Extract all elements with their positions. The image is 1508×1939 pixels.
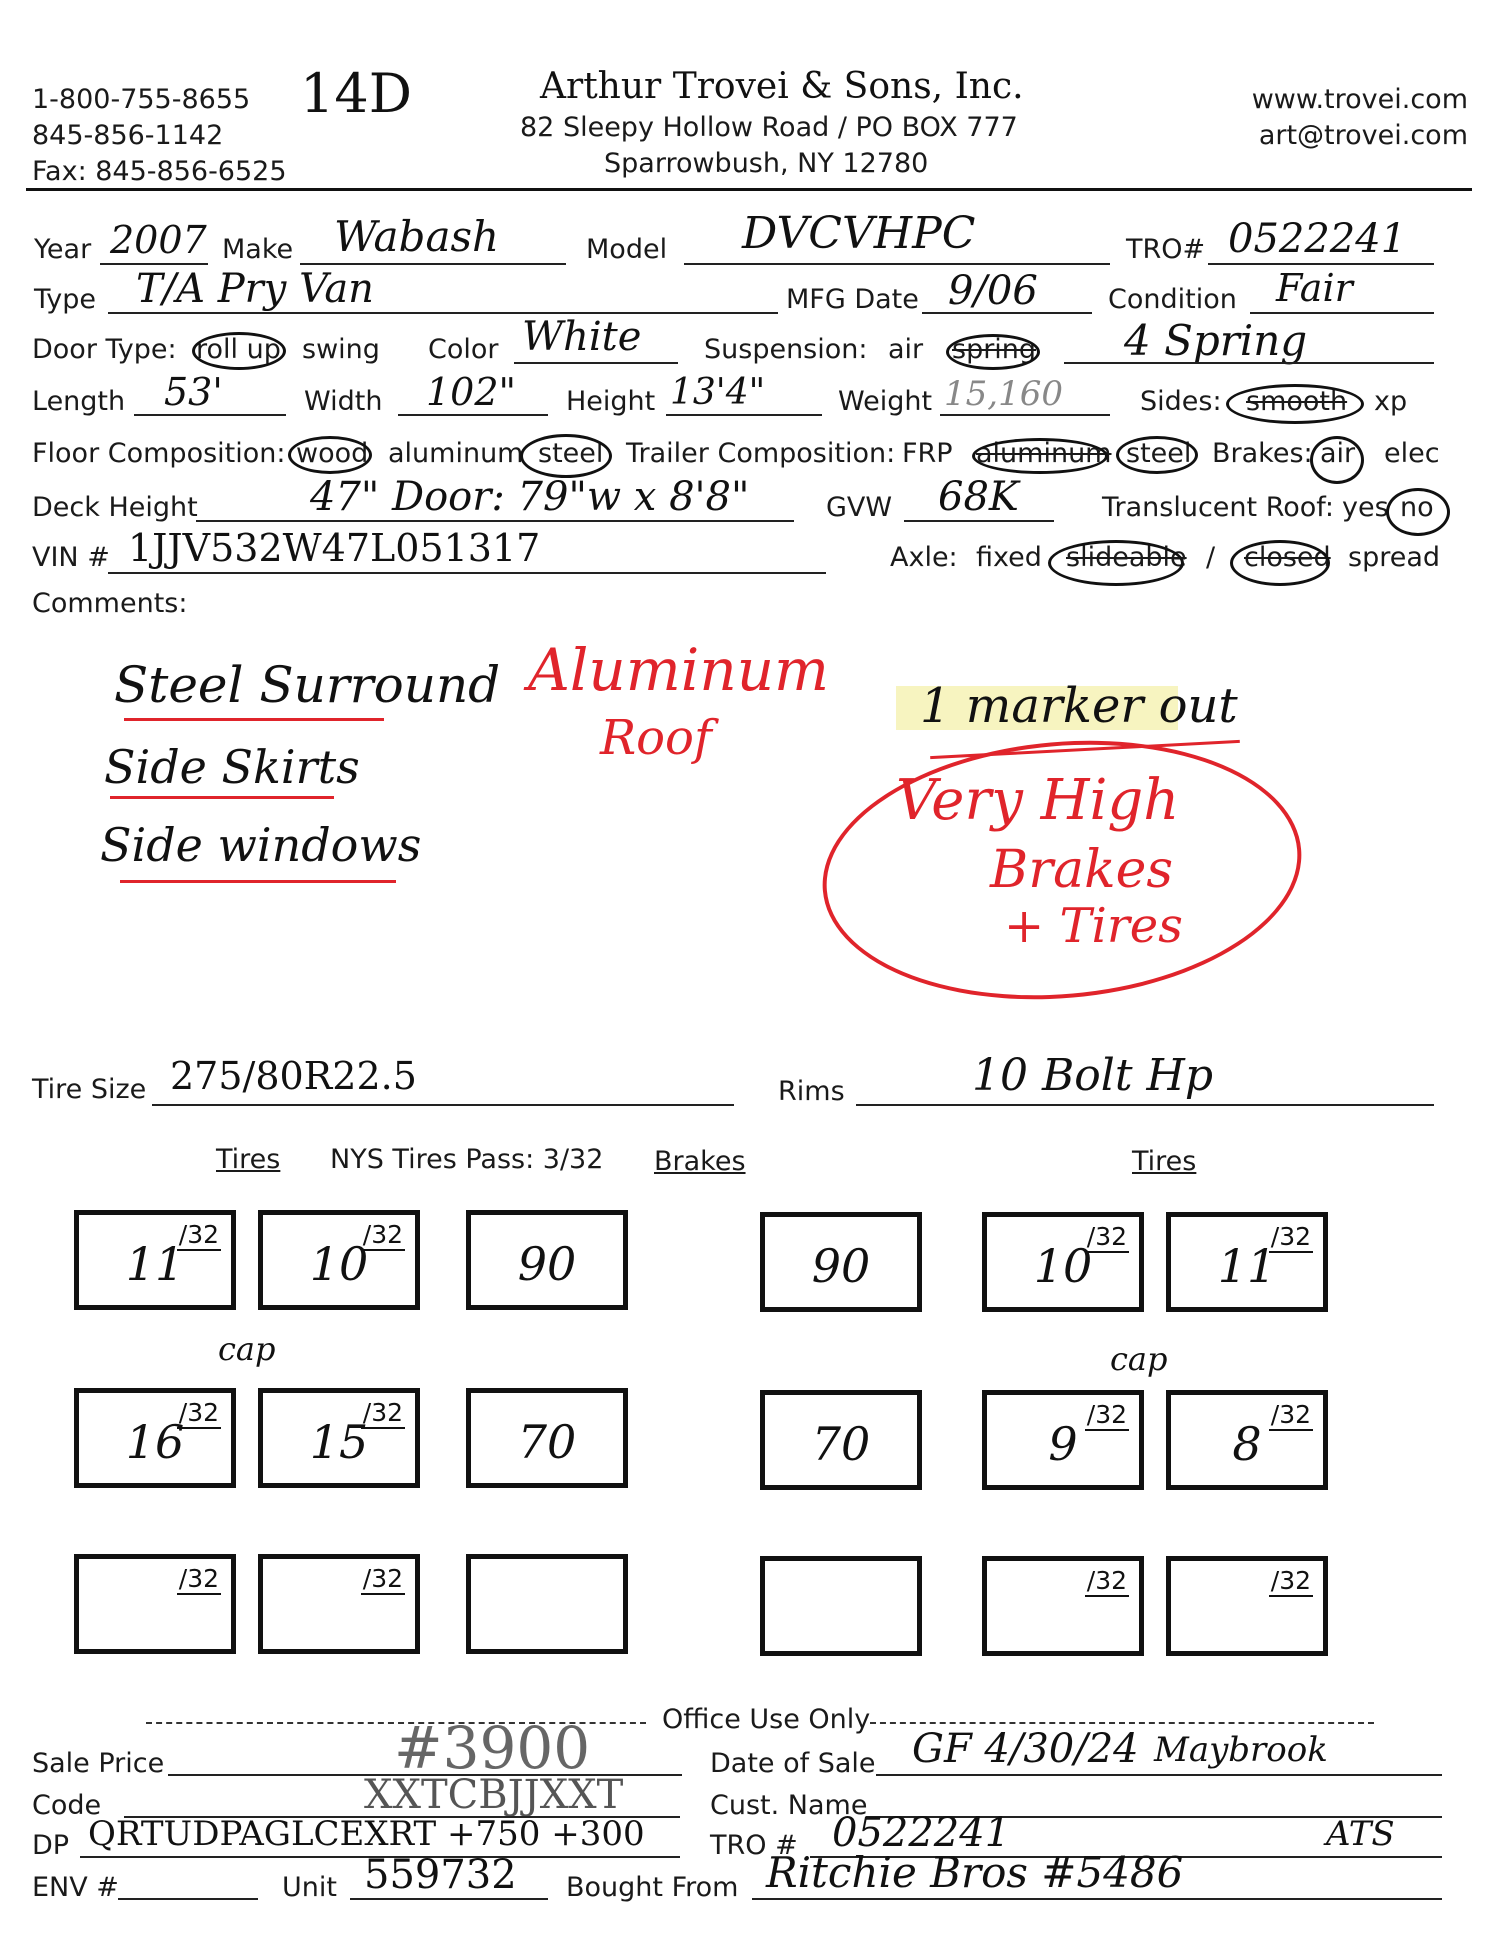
color-line	[514, 362, 678, 364]
unit-value: 559732	[364, 1852, 517, 1898]
axle-slideable-circle	[1048, 540, 1184, 586]
office-tro-note: ATS	[1326, 1814, 1395, 1854]
tire-box-r2-c1[interactable]	[74, 1388, 236, 1488]
length-line	[134, 414, 286, 416]
year-value: 2007	[110, 218, 207, 262]
axle-option-closed[interactable]: closed	[1244, 542, 1331, 573]
mfg-value: 9/06	[948, 268, 1038, 314]
brakes-label: Brakes:	[1212, 438, 1313, 469]
make-label: Make	[222, 234, 294, 265]
company-address-2: Sparrowbush, NY 12780	[604, 148, 929, 179]
length-value: 53'	[164, 370, 223, 414]
door-option-swing[interactable]: swing	[302, 334, 380, 365]
make-value: Wabash	[334, 212, 500, 261]
floor-label: Floor Composition:	[32, 438, 286, 469]
axle-option-slideable[interactable]: slideable	[1066, 542, 1187, 573]
suspension-spring-circle	[946, 334, 1040, 370]
brake-box-r1-right[interactable]	[760, 1212, 922, 1312]
tire-box-r1-c6[interactable]	[1166, 1212, 1328, 1312]
height-label: Height	[566, 386, 656, 417]
header-divider	[26, 188, 1472, 191]
tire-box-r2-c6[interactable]	[1166, 1390, 1328, 1490]
tire-box-r1-c1[interactable]	[74, 1210, 236, 1310]
gvw-line	[904, 520, 1054, 522]
roof-option-no[interactable]: no	[1400, 492, 1434, 523]
rims-label: Rims	[778, 1076, 845, 1107]
rims-value: 10 Bolt Hp	[972, 1050, 1214, 1101]
sides-label: Sides:	[1140, 386, 1222, 417]
cust-name-label: Cust. Name	[710, 1790, 868, 1821]
tire-box-r3-c1[interactable]	[74, 1554, 236, 1654]
height-value: 13'4"	[670, 372, 766, 413]
tire-tread-value: 10	[1033, 1239, 1093, 1293]
tro-line	[1208, 263, 1434, 265]
unit-label: Unit	[282, 1872, 337, 1903]
width-value: 102"	[426, 370, 517, 414]
dp-value: QRTUDPAGLCEXRT +750 +300	[88, 1814, 645, 1854]
tires-header-left: Tires	[216, 1144, 281, 1175]
brakes-option-elec[interactable]: elec	[1384, 438, 1440, 469]
model-line	[684, 263, 1110, 265]
suspension-note: 4 Spring	[1124, 316, 1308, 365]
floor-option-steel[interactable]: steel	[538, 438, 604, 469]
width-line	[398, 414, 548, 416]
bought-from-label: Bought From	[566, 1872, 739, 1903]
phone-2: 845-856-1142	[32, 120, 224, 151]
tire-fraction: /32	[1270, 1566, 1311, 1595]
code-label: Code	[32, 1790, 102, 1821]
tire-box-r1-c5[interactable]	[982, 1212, 1144, 1312]
brakes-air-circle	[1310, 436, 1364, 484]
comment-steel-surround: Steel Surround	[114, 656, 501, 714]
trailer-option-aluminum[interactable]: aluminum	[976, 438, 1112, 469]
floor-option-wood[interactable]: wood	[296, 438, 369, 469]
year-label: Year	[34, 234, 92, 265]
weight-line	[940, 414, 1110, 416]
tire-box-r2-c5[interactable]	[982, 1390, 1144, 1490]
trailer-label: Trailer Composition:	[626, 438, 896, 469]
vin-value: 1JJV532W47L051317	[128, 526, 541, 570]
tire-fraction: /32	[1270, 1400, 1311, 1429]
tire-box-r3-c5[interactable]	[982, 1556, 1144, 1656]
length-label: Length	[32, 386, 126, 417]
env-line	[118, 1898, 258, 1900]
suspension-label: Suspension:	[704, 334, 868, 365]
gvw-label: GVW	[826, 492, 893, 523]
roof-no-circle	[1386, 488, 1450, 536]
trailer-option-frp[interactable]: FRP	[902, 438, 953, 469]
brake-box-r2-right[interactable]	[760, 1390, 922, 1490]
comment-aluminum: Aluminum	[528, 636, 830, 704]
comment-side-windows: Side windows	[100, 818, 422, 872]
model-label: Model	[586, 234, 668, 265]
unit-line	[350, 1898, 548, 1900]
floor-wood-circle	[288, 436, 372, 474]
tire-fraction: /32	[362, 1564, 403, 1593]
tire-box-r3-c2[interactable]	[258, 1554, 420, 1654]
dp-label: DP	[32, 1830, 70, 1861]
comment-underline-2	[110, 796, 334, 799]
tire-fraction: /32	[1086, 1400, 1127, 1429]
tire-tread-value: 11	[1217, 1239, 1277, 1293]
deck-value: 47" Door: 79"w x 8'8"	[310, 474, 750, 520]
comment-very-high: Very High	[896, 768, 1180, 833]
tire-tread-value: 16	[125, 1415, 185, 1469]
suspension-option-spring[interactable]: spring	[952, 334, 1037, 365]
comment-underline-1	[124, 718, 384, 721]
comment-roof: Roof	[600, 710, 712, 766]
axle-closed-circle	[1230, 540, 1330, 586]
email[interactable]: art@trovei.com	[1258, 120, 1468, 151]
axle-separator: /	[1206, 542, 1216, 573]
cap-note-right: cap	[1110, 1340, 1168, 1378]
trailer-option-steel[interactable]: steel	[1126, 438, 1192, 469]
color-label: Color	[428, 334, 499, 365]
bought-from-line	[752, 1898, 1442, 1900]
mfg-label: MFG Date	[786, 284, 919, 315]
date-of-sale-note: Maybrook	[1154, 1730, 1328, 1770]
tire-fraction: /32	[362, 1398, 403, 1427]
suspension-line	[1064, 362, 1434, 364]
gvw-value: 68K	[938, 474, 1019, 520]
tire-fraction: /32	[1086, 1222, 1127, 1251]
handwritten-code: 14D	[300, 62, 413, 125]
website[interactable]: www.trovei.com	[1251, 84, 1468, 115]
rims-line	[856, 1104, 1434, 1106]
sides-smooth-circle	[1226, 384, 1364, 424]
deck-label: Deck Height	[32, 492, 198, 523]
office-tro-label: TRO #	[710, 1830, 798, 1861]
brakes-header: Brakes	[654, 1146, 746, 1177]
roof-option-yes[interactable]: yes	[1342, 492, 1389, 523]
tire-fraction: /32	[1270, 1222, 1311, 1251]
brake-value: 70	[517, 1415, 577, 1469]
weight-label: Weight	[838, 386, 933, 417]
color-value: White	[522, 314, 642, 360]
door-rollup-circle	[192, 332, 286, 370]
model-value: DVCVHPC	[742, 208, 976, 259]
tire-size-value: 275/80R22.5	[170, 1054, 417, 1098]
date-of-sale-label: Date of Sale	[710, 1748, 876, 1779]
axle-label: Axle:	[890, 542, 958, 573]
sides-option-xp[interactable]: xp	[1374, 386, 1408, 417]
tire-tread-value: 11	[125, 1237, 185, 1291]
type-label: Type	[34, 284, 97, 315]
office-tro-value: 0522241	[832, 1810, 1011, 1856]
trailer-aluminum-circle	[972, 438, 1108, 474]
weight-value: 15,160	[944, 374, 1063, 414]
brake-value: 90	[517, 1237, 577, 1291]
tire-box-r1-c2[interactable]	[258, 1210, 420, 1310]
condition-label: Condition	[1108, 284, 1237, 315]
tire-size-label: Tire Size	[32, 1074, 147, 1105]
comment-brakes: Brakes	[990, 840, 1174, 900]
width-label: Width	[304, 386, 383, 417]
brake-value: 70	[811, 1417, 871, 1471]
brake-box-r2-left[interactable]	[466, 1388, 628, 1488]
fax-number: Fax: 845-856-6525	[32, 156, 287, 187]
office-use-title: Office Use Only	[662, 1704, 871, 1735]
tire-fraction: /32	[178, 1398, 219, 1427]
vin-label: VIN #	[32, 542, 110, 573]
condition-value: Fair	[1276, 266, 1353, 310]
tro-label: TRO#	[1126, 234, 1206, 265]
roof-label: Translucent Roof:	[1102, 492, 1334, 523]
suspension-option-air[interactable]: air	[888, 334, 924, 365]
tire-fraction: /32	[1086, 1566, 1127, 1595]
brake-value: 90	[811, 1239, 871, 1293]
tire-tread-value: 15	[309, 1415, 369, 1469]
floor-steel-circle	[520, 434, 612, 478]
axle-option-spread[interactable]: spread	[1348, 542, 1441, 573]
tires-header-right: Tires	[1132, 1146, 1197, 1177]
env-label: ENV #	[32, 1872, 119, 1903]
tro-value: 0522241	[1228, 216, 1407, 262]
year-line	[100, 263, 208, 265]
height-line	[666, 414, 822, 416]
brakes-option-air[interactable]: air	[1320, 438, 1356, 469]
office-divider-right	[870, 1722, 1374, 1724]
vin-line	[108, 572, 826, 574]
comment-side-skirts: Side Skirts	[104, 740, 360, 794]
date-of-sale-value: GF 4/30/24	[912, 1726, 1139, 1772]
cap-note-left: cap	[218, 1330, 276, 1368]
axle-option-fixed[interactable]: fixed	[976, 542, 1042, 573]
mfg-line	[922, 312, 1092, 314]
deck-line	[196, 520, 794, 522]
tire-tread-value: 10	[309, 1237, 369, 1291]
floor-option-aluminum[interactable]: aluminum	[388, 438, 524, 469]
brake-box-r3-left[interactable]	[466, 1554, 628, 1654]
tire-box-r3-c6[interactable]	[1166, 1556, 1328, 1656]
brake-box-r3-right[interactable]	[760, 1556, 922, 1656]
tire-tread-value: 8	[1232, 1417, 1262, 1471]
tire-box-r2-c2[interactable]	[258, 1388, 420, 1488]
door-label: Door Type:	[32, 334, 177, 365]
sale-price-label: Sale Price	[32, 1748, 165, 1779]
sides-option-smooth[interactable]: smooth	[1246, 386, 1348, 417]
brake-box-r1-left[interactable]	[466, 1210, 628, 1310]
bought-from-value: Ritchie Bros #5486	[766, 1848, 1184, 1897]
type-value: T/A Pry Van	[136, 266, 374, 312]
comments-label: Comments:	[32, 588, 188, 619]
make-line	[300, 263, 566, 265]
trailer-steel-circle	[1116, 436, 1198, 474]
tire-fraction: /32	[362, 1220, 403, 1249]
comment-underline-3	[120, 880, 396, 883]
tire-fraction: /32	[178, 1564, 219, 1593]
type-line	[108, 312, 778, 314]
tire-size-line	[152, 1104, 734, 1106]
door-option-rollup[interactable]: roll up	[196, 334, 281, 365]
code-value: XXTCBJJXXT	[364, 1772, 624, 1818]
condition-line	[1250, 312, 1434, 314]
comment-marker-out: 1 marker out	[920, 678, 1238, 734]
company-address-1: 82 Sleepy Hollow Road / PO BOX 777	[520, 112, 1018, 143]
tire-fraction: /32	[178, 1220, 219, 1249]
sale-price-value: #3900	[394, 1714, 591, 1782]
phone-1: 1-800-755-8655	[32, 84, 251, 115]
date-of-sale-line	[876, 1774, 1442, 1776]
comment-tires: + Tires	[1004, 898, 1183, 954]
nys-tires-pass: NYS Tires Pass: 3/32	[330, 1144, 604, 1175]
tire-tread-value: 9	[1048, 1417, 1078, 1471]
company-name: Arthur Trovei & Sons, Inc.	[540, 66, 1024, 107]
